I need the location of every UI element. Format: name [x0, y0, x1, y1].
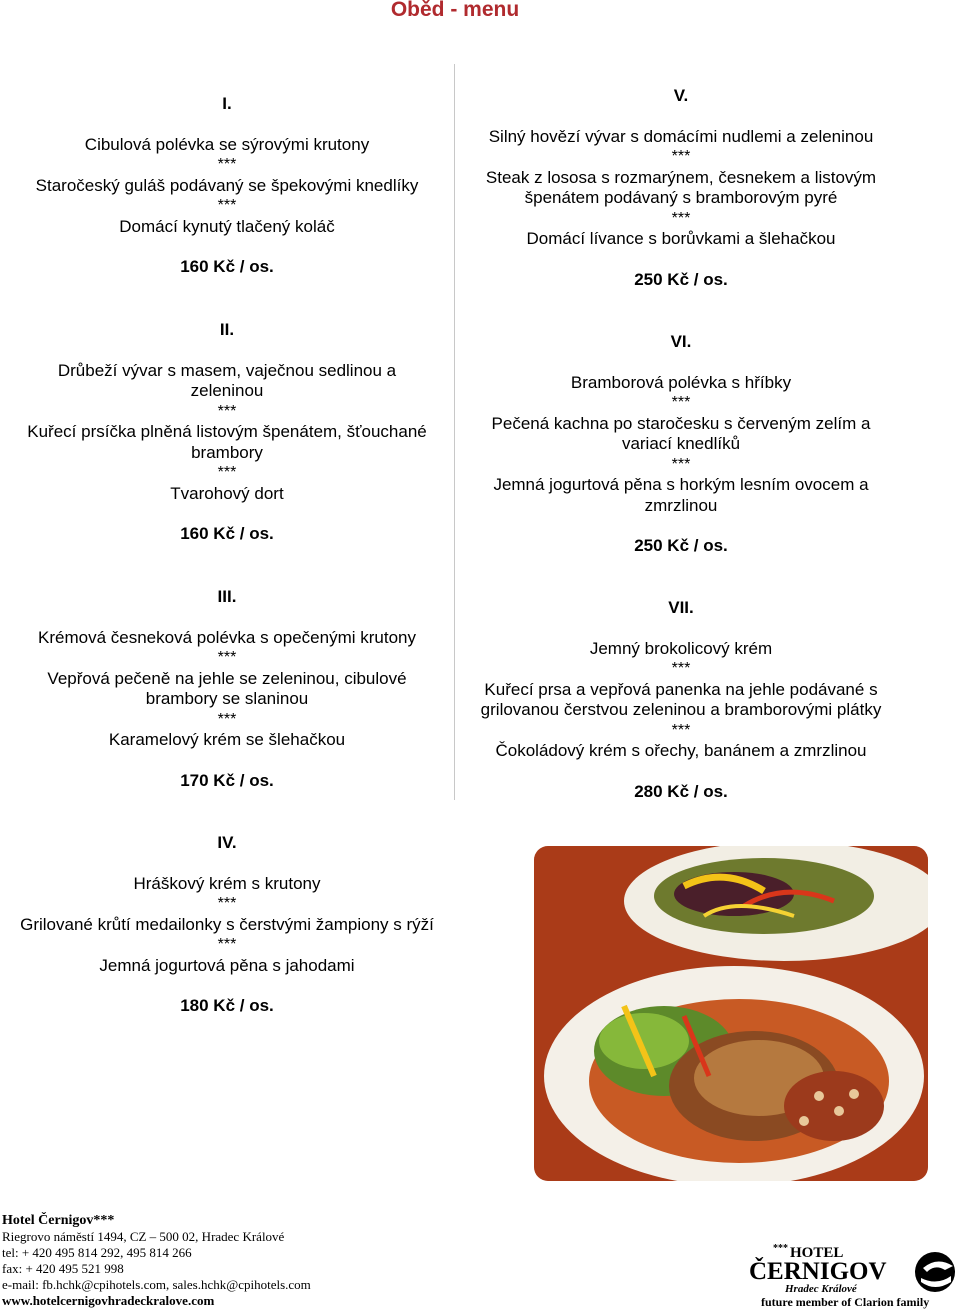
menu-soup: Jemný brokolicový krém [589, 638, 773, 658]
separator: *** [671, 660, 691, 677]
menu-number: I. [222, 94, 232, 113]
logo-hotel-word: HOTEL [790, 1245, 844, 1261]
menu-dessert: Karamelový krém se šlehačkou [108, 730, 346, 749]
menu-number: V. [673, 86, 689, 105]
separator: *** [217, 895, 237, 912]
separator: *** [217, 710, 237, 728]
menu-price: 160 Kč / os. [180, 257, 274, 276]
hotel-contact [2, 1213, 422, 1309]
menu-soup: Bramborová polévka s hříbky [570, 372, 792, 392]
menu-dessert: Domácí kynutý tlačený koláč [119, 216, 335, 236]
hotel-name: Hotel Černigov*** [2, 1213, 115, 1228]
separator: *** [217, 936, 237, 953]
hotel-fax: fax: + 420 495 521 998 [2, 1261, 124, 1276]
menu-main: Staročeský guláš podávaný se špekovými knedlíky [35, 175, 419, 195]
menu-1 [0, 94, 454, 278]
menu-number: VII. [668, 598, 694, 617]
separator: *** [671, 455, 691, 473]
hotel-email[interactable]: e-mail: fb.hchk@cpihotels.com, sales.hchk@cpihotels.com [2, 1277, 311, 1292]
menu-dessert: Čokoládový krém s ořechy, banánem a zmrzlinou [495, 741, 867, 760]
separator: *** [671, 148, 691, 165]
hotel-address: Riegrovo náměstí 1494, CZ – 500 02, Hradec Králové [2, 1229, 285, 1244]
separator: *** [671, 394, 691, 411]
separator: *** [217, 649, 237, 666]
menu-dessert: Jemná jogurtová pěna s jahodami [99, 955, 355, 975]
menu-number: II. [219, 320, 235, 339]
menu-main: Pečená kachna po staročesku s červeným zelím a variací knedlíků [491, 413, 871, 453]
separator: *** [217, 464, 237, 481]
menu-number: III. [217, 587, 237, 606]
menu-soup: Drůbeží vývar s masem, vaječnou sedlinou a zeleninou [57, 360, 397, 400]
logo-stars: *** [773, 1243, 788, 1254]
page-title: Oběd - menu [390, 0, 520, 21]
menu-6 [455, 332, 907, 557]
menu-price: 160 Kč / os. [180, 524, 274, 543]
menu-price: 170 Kč / os. [180, 770, 274, 790]
logo-city: Hradec Králové [785, 1283, 857, 1295]
menu-dessert: Jemná jogurtová pěna s horkým lesním ovocem a zmrzlinou [493, 475, 869, 515]
separator: *** [217, 402, 237, 420]
separator: *** [671, 721, 691, 739]
menu-dessert: Tvarohový dort [170, 483, 284, 503]
menu-main: Steak z lososa s rozmarýnem, česnekem a listovým špenátem podávaný s bramborovým pyré [485, 167, 877, 207]
menu-7 [455, 598, 907, 802]
menu-main: Grilované krůtí medailonky s čerstvými žampiony s rýží [20, 914, 434, 934]
menu-price: 280 Kč / os. [634, 781, 728, 801]
separator: *** [217, 156, 237, 173]
food-photo [534, 846, 928, 1181]
menu-main: Kuřecí prsa a vepřová panenka na jehle podávané s grilovanou čerstvou zeleninou a bramborovými plátky [480, 679, 882, 719]
separator: *** [217, 197, 237, 214]
hotel-logo-mark [745, 1240, 960, 1296]
menu-price: 250 Kč / os. [634, 536, 728, 555]
menu-4 [0, 833, 454, 1017]
separator: *** [671, 209, 691, 227]
hotel-logo [745, 1240, 960, 1312]
menu-number: VI. [670, 332, 692, 351]
logo-name: ČERNIGOV [749, 1258, 887, 1285]
menu-2 [0, 320, 454, 545]
menu-price: 180 Kč / os. [180, 996, 274, 1015]
hotel-tel: tel: + 420 495 814 292, 495 814 266 [2, 1245, 192, 1260]
menu-5 [455, 86, 907, 290]
logo-tagline: future member of Clarion family [761, 1295, 930, 1309]
menu-3 [0, 587, 454, 791]
menu-soup: Krémová česneková polévka s opečenými krutony [38, 627, 416, 647]
menu-main: Vepřová pečeně na jehle se zeleninou, cibulové brambory se slaninou [47, 668, 407, 708]
food-photo-illustration [534, 846, 928, 1181]
menu-main: Kuřecí prsíčka plněná listovým špenátem, šťouchané brambory [27, 422, 427, 462]
menu-price: 250 Kč / os. [634, 269, 728, 289]
menu-soup: Hráškový krém s krutony [133, 873, 321, 893]
menu-dessert: Domácí lívance s borůvkami a šlehačkou [526, 229, 836, 248]
menu-soup: Cibulová polévka se sýrovými krutony [84, 134, 370, 154]
menu-number: IV. [217, 833, 237, 852]
menu-soup: Silný hovězí vývar s domácími nudlemi a zeleninou [488, 126, 874, 146]
hotel-website[interactable]: www.hotelcernigovhradeckralove.com [2, 1293, 215, 1308]
